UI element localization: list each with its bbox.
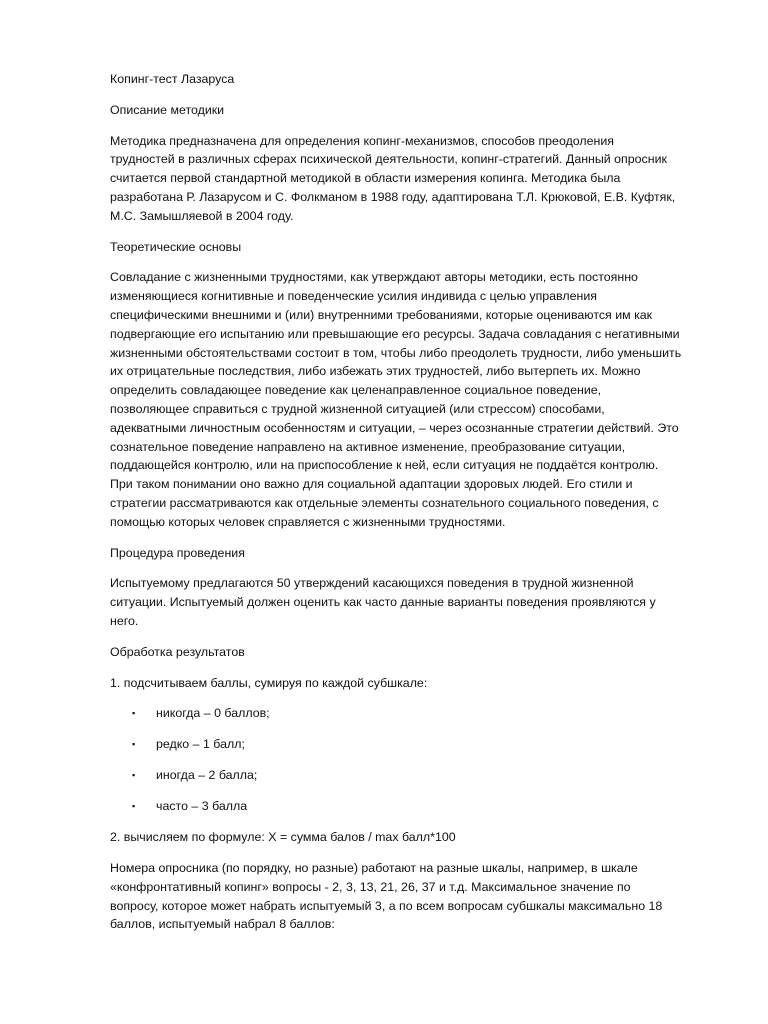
list-item [110,704,728,723]
step-1: 1. подсчитываем баллы, сумируя по каждой субшкале: [110,675,428,690]
text-line: подвергающие его испытанию или превышающие его ресурсы. Задача совладания с негативными [110,326,680,341]
list-item-text: никогда – 0 баллов; [156,706,270,721]
text-line: их отрицательные последствия, либо избежать этих трудностей, либо вытерпеть их. Можно [110,364,641,379]
list-item [110,797,728,816]
text-line: Методика предназначена для определения копинг-механизмов, способов преодоления [110,133,615,148]
bullet-square-icon: ▪ [132,770,136,781]
paragraph-processing [110,859,728,934]
heading-procedure: Процедура проведения [110,545,245,560]
text-line: При таком понимании оно важно для социальной адаптации здоровых людей. Его стили и [110,477,633,492]
list-item-text: редко – 1 балл; [156,737,245,752]
heading-processing: Обработка результатов [110,644,245,659]
list-item [110,766,728,785]
heading-description: Описание методики [110,102,225,117]
text-line: разработана Р. Лазарусом и С. Фолкманом в 1988 году, адаптирована Т.Л. Крюковой, Е.В. Куфтяк, [110,189,676,204]
text-line: помощью которых человек справляется с жизненными трудностями. [110,514,506,529]
text-line: поддающейся контролю, или на приспособление к ней, если ситуация не поддаётся контролю. [110,458,659,473]
document-title: Копинг-тест Лазаруса [110,72,235,86]
text-line: М.С. Замышляевой в 2004 году. [110,208,294,223]
paragraph-theory [110,268,728,531]
text-line: «конфронтативный копинг» вопросы - 2, 3, 13, 21, 26, 37 и т.д. Максимальное значение по [110,879,631,894]
text-line: сознательное поведение направлено на активное изменение, преобразование ситуации, [110,439,626,454]
scoring-list [110,704,728,816]
text-line: определить совладающее поведение как целенаправленное социальное поведение, [110,383,602,398]
text-line: позволяющее справиться с трудной жизненной ситуацией (или стрессом) способами, [110,401,605,416]
text-line: ситуации. Испытуемый должен оценить как часто данные варианты поведения проявляются у [110,595,656,610]
text-line: Номера опросника (по порядку, но разные) работают на разные шкалы, например, в шкале [110,861,638,876]
text-line: Совладание с жизненными трудностями, как утверждают авторы методики, есть постоянно [110,270,638,285]
paragraph-description [110,132,728,226]
text-line: специфическими внешними и (или) внутренними требованиями, которые оцениваются им как [110,307,653,322]
bullet-square-icon: ▪ [132,739,136,750]
text-line: Испытуемому предлагаются 50 утверждений касающихся поведения в трудной жизненной [110,576,634,591]
list-item-text: часто – 3 балла [156,799,248,814]
heading-theory: Теоретические основы [110,239,242,254]
paragraph-procedure [110,574,728,630]
list-item-text: иногда – 2 балла; [156,768,258,783]
text-line: считается первой стандартной методикой в области измерения копинга. Методика была [110,171,621,186]
bullet-square-icon: ▪ [132,801,136,812]
text-line: баллов, испытуемый набрал 8 баллов: [110,917,335,932]
text-line: адекватными личностным особенностям и ситуации, – через осознанные стратегии действий. Это [110,420,679,435]
text-line: изменяющиеся когнитивные и поведенческие усилия индивида с целью управления [110,289,597,304]
step-2: 2. вычисляем по формуле: Х = сумма балов / max балл*100 [110,830,456,845]
text-line: трудностей в различных сферах психической деятельности, копинг-стратегий. Данный опросник [110,152,667,167]
text-line: него. [110,613,139,628]
list-item [110,735,728,754]
text-line: вопросу, которое может набрать испытуемый 3, а по всем вопросам субшкалы максимально 18 [110,898,663,913]
text-line: стратегии рассматриваются как отдельные элементы сознательного социального поведения, с [110,495,659,510]
text-line: жизненными обстоятельствами состоит в том, чтобы либо преодолеть трудности, либо уменьшить [110,345,682,360]
bullet-square-icon: ▪ [132,708,136,719]
